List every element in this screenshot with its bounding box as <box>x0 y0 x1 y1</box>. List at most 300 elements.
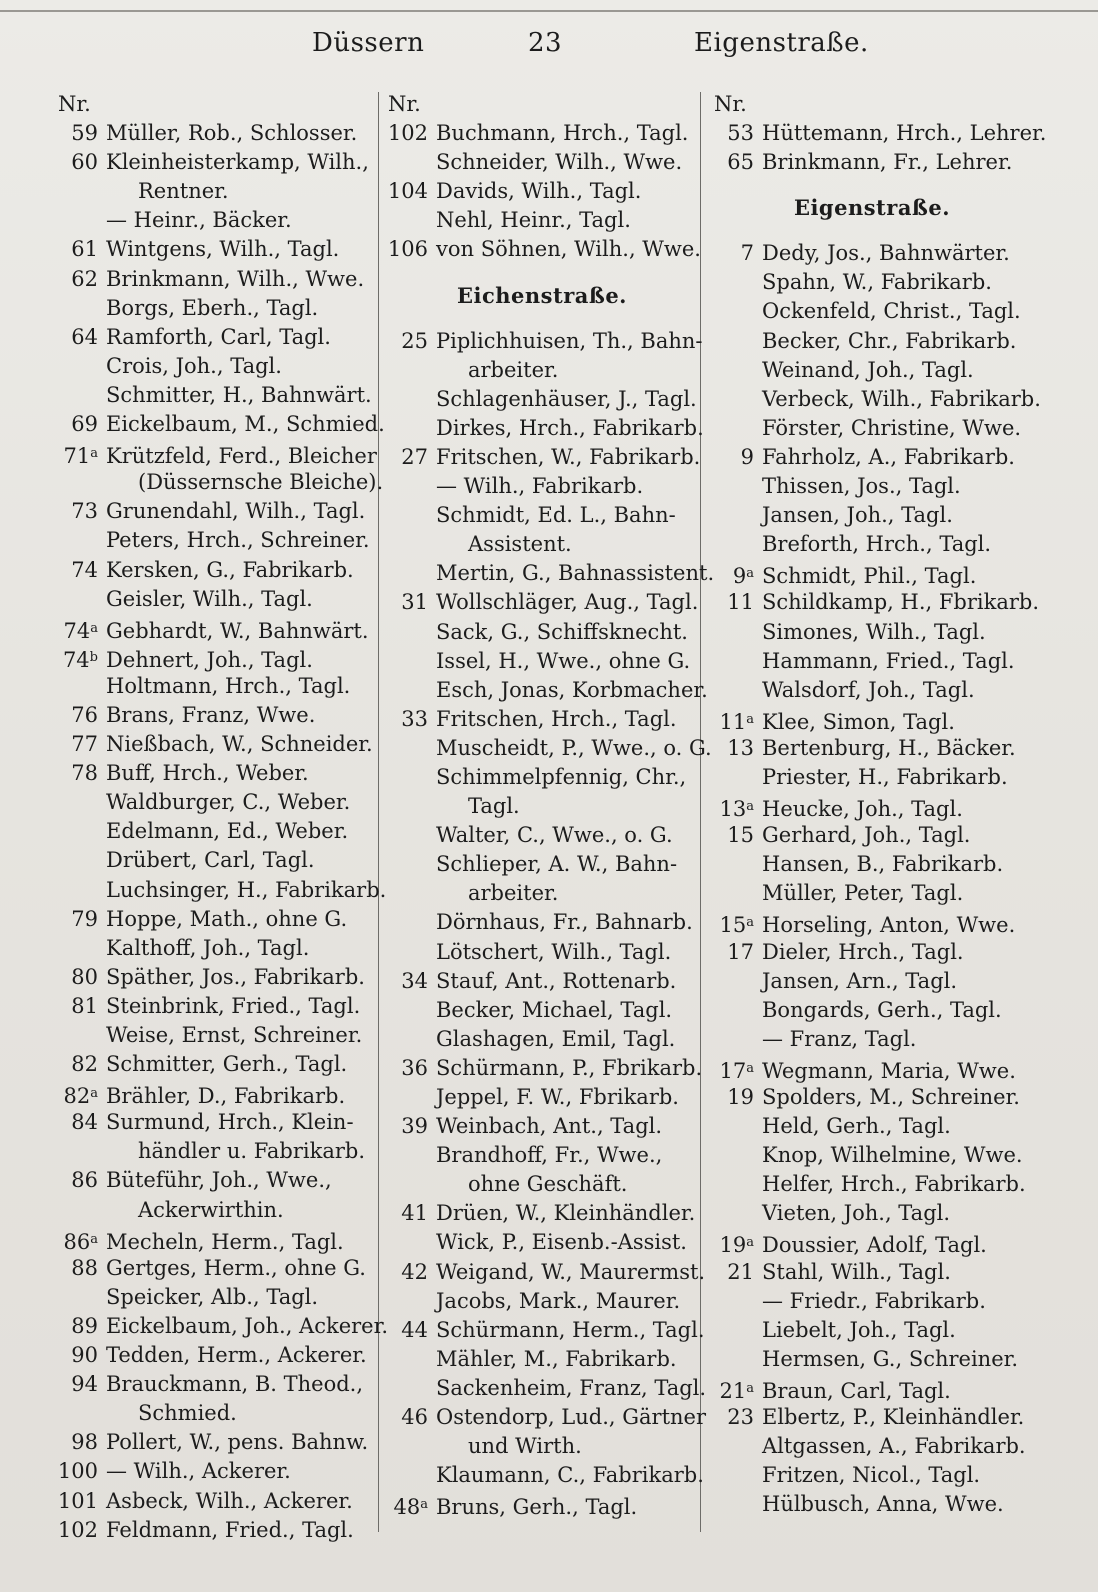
house-number: 21$^a$ <box>719 1378 754 1403</box>
directory-entry <box>386 1112 698 1141</box>
directory-entry <box>56 730 372 759</box>
resident-text: Brans, Franz, Wwe. <box>106 702 316 727</box>
directory-entry <box>712 588 1040 617</box>
resident-text: Eickelbaum, Joh., Ackerer. <box>106 1313 388 1338</box>
top-rule <box>0 10 1098 12</box>
directory-entry <box>386 501 698 530</box>
resident-text: Ostendorp, Lud., Gärtner <box>436 1405 707 1430</box>
resident-text: Tagl. <box>468 794 520 819</box>
resident-text: Liebelt, Joh., Tagl. <box>762 1317 956 1342</box>
resident-text: Heucke, Joh., Tagl. <box>762 797 963 822</box>
resident-text: Wollschläger, Aug., Tagl. <box>436 590 699 615</box>
directory-entry <box>56 1050 372 1079</box>
directory-entry <box>386 235 701 264</box>
house-number-suffix: a <box>90 1086 98 1102</box>
resident-text: ohne Geschäft. <box>468 1172 628 1197</box>
resident-text: Sack, G., Schiffsknecht. <box>436 619 688 644</box>
resident-text: Müller, Rob., Schlosser. <box>106 121 358 146</box>
resident-text: Hoppe, Math., ohne G. <box>106 906 348 931</box>
resident-text: Tedden, Herm., Ackerer. <box>106 1343 367 1368</box>
directory-entry <box>712 119 1047 148</box>
resident-text: Wintgens, Wilh., Tagl. <box>106 237 340 262</box>
house-number: 19$^a$ <box>719 1233 754 1258</box>
house-number: 44 <box>401 1317 428 1342</box>
resident-text: Ockenfeld, Christ., Tagl. <box>762 299 1021 324</box>
resident-text: Edelmann, Ed., Weber. <box>106 819 349 844</box>
directory-entry <box>386 472 698 501</box>
resident-text: Spahn, W., Fabrikarb. <box>762 270 992 295</box>
resident-text: — Heinr., Bäcker. <box>106 208 292 233</box>
directory-entry <box>386 148 698 177</box>
directory-entry <box>386 1141 698 1170</box>
house-number: 74$^a$ <box>63 618 98 643</box>
house-number: 23 <box>727 1405 754 1430</box>
directory-entry <box>56 701 372 730</box>
resident-text: Dedy, Jos., Bahnwärter. <box>762 241 1010 266</box>
house-number: 61 <box>71 237 98 262</box>
house-number: 73 <box>71 499 98 524</box>
resident-text: Buff, Hrch., Weber. <box>106 761 309 786</box>
directory-entry <box>386 559 715 588</box>
resident-text: Büteführ, Joh., Wwe., <box>106 1168 332 1193</box>
resident-text: Schmied. <box>138 1401 237 1426</box>
resident-text: Brähler, D., Fabrikarb. <box>106 1084 346 1109</box>
house-number: 46 <box>401 1405 428 1430</box>
house-number: 69 <box>71 412 98 437</box>
house-number: 65 <box>727 150 754 175</box>
resident-text: Schürmann, Herm., Tagl. <box>436 1317 705 1342</box>
resident-text: Luchsinger, H., Fabrikarb. <box>106 877 387 902</box>
resident-text: Schmidt, Ed. L., Bahn- <box>436 503 676 528</box>
column-1 <box>56 90 388 1545</box>
directory-entry <box>712 1432 1032 1461</box>
resident-text: Spolders, M., Schreiner. <box>762 1085 1020 1109</box>
directory-entry <box>56 934 372 963</box>
directory-entry <box>56 294 372 323</box>
directory-entry <box>712 530 1032 559</box>
header-district: Düssern <box>312 28 425 58</box>
resident-text: Fritzen, Nicol., Tagl. <box>762 1463 981 1488</box>
directory-entry <box>56 497 372 526</box>
column-2 <box>386 90 715 1520</box>
resident-text: Altgassen, A., Fabrikarb. <box>762 1434 1026 1459</box>
directory-entry <box>56 1137 372 1166</box>
directory-entry <box>712 239 1032 268</box>
directory-entry <box>56 1225 372 1254</box>
directory-entry <box>56 90 372 119</box>
house-number: 34 <box>401 968 428 993</box>
resident-text: Geisler, Wilh., Tagl. <box>106 586 313 611</box>
directory-entry <box>386 414 704 443</box>
resident-text: Bruns, Gerh., Tagl. <box>436 1495 638 1520</box>
resident-text: Weigand, W., Maurermst. <box>436 1259 706 1284</box>
directory-entry <box>386 792 698 821</box>
directory-entry <box>56 1457 372 1486</box>
directory-entry <box>56 1312 388 1341</box>
house-number: 19 <box>727 1085 754 1109</box>
house-number: 74$^b$ <box>62 647 98 672</box>
house-number: 36 <box>401 1055 428 1080</box>
house-number: 7 <box>740 241 754 266</box>
house-number: 11 <box>727 590 754 615</box>
resident-text: Schmidt, Phil., Tagl. <box>762 564 977 589</box>
directory-entry <box>386 385 698 414</box>
directory-entry <box>56 1487 372 1516</box>
house-number: 90 <box>71 1343 98 1368</box>
resident-text: Hüttemann, Hrch., Lehrer. <box>762 121 1047 146</box>
directory-entry <box>712 792 1032 821</box>
resident-text: Krützfeld, Ferd., Bleicher <box>106 444 377 469</box>
house-number-suffix: a <box>746 1380 754 1396</box>
directory-entry <box>712 734 1032 763</box>
resident-text: Drüen, W., Kleinhändler. <box>436 1201 696 1226</box>
directory-entry <box>712 1345 1032 1374</box>
header-page-number: 23 <box>528 28 563 58</box>
directory-entry <box>386 1490 698 1519</box>
resident-text: Jacobs, Mark., Maurer. <box>436 1288 681 1313</box>
directory-entry <box>712 1199 1032 1228</box>
house-number-suffix: a <box>746 566 754 582</box>
house-number: 31 <box>401 590 428 615</box>
resident-text: Glashagen, Emil, Tagl. <box>436 1026 676 1051</box>
resident-text: — Wilh., Ackerer. <box>106 1459 291 1484</box>
directory-entry <box>712 1374 1032 1403</box>
directory-entry <box>712 879 1032 908</box>
resident-text: Stauf, Ant., Rottenarb. <box>436 968 677 993</box>
directory-entry <box>386 676 708 705</box>
directory-entry <box>56 177 372 206</box>
street-spacer <box>712 225 1032 239</box>
directory-entry <box>386 119 698 148</box>
house-number: 106 <box>387 237 428 262</box>
house-number: 15$^a$ <box>719 913 754 938</box>
resident-text: Brinkmann, Wilh., Wwe. <box>106 266 365 291</box>
directory-entry <box>712 443 1032 472</box>
resident-text: Ramforth, Carl, Tagl. <box>106 324 331 349</box>
house-number: 102 <box>57 1517 98 1542</box>
directory-entry <box>712 821 1032 850</box>
resident-text: Schimmelpfennig, Chr., <box>436 764 687 789</box>
directory-entry <box>712 1461 1032 1490</box>
house-number: 11$^a$ <box>719 709 754 734</box>
house-number: 101 <box>57 1488 98 1513</box>
resident-text: Horseling, Anton, Wwe. <box>762 913 1016 938</box>
resident-text: Jansen, Arn., Tagl. <box>762 968 958 993</box>
resident-text: Knop, Wilhelmine, Wwe. <box>762 1143 1023 1168</box>
house-number-suffix: a <box>746 1235 754 1251</box>
resident-text: Piplichhuisen, Th., Bahn- <box>436 328 703 353</box>
directory-entry <box>56 556 372 585</box>
directory-entry <box>56 1283 372 1312</box>
resident-text: Breforth, Hrch., Tagl. <box>762 532 992 557</box>
house-number: 98 <box>71 1430 98 1455</box>
resident-text: Simones, Wilh., Tagl. <box>762 619 986 644</box>
directory-entry <box>386 443 701 472</box>
directory-entry <box>56 876 387 905</box>
house-number-suffix: a <box>746 799 754 815</box>
directory-entry <box>712 501 1032 530</box>
directory-entry <box>386 996 698 1025</box>
resident-text: Esch, Jonas, Korbmacher. <box>436 677 708 702</box>
directory-entry <box>386 206 698 235</box>
directory-entry <box>712 1054 1032 1083</box>
resident-text: Klaumann, C., Fabrikarb. <box>436 1463 704 1488</box>
resident-text: Brinkmann, Fr., Lehrer. <box>762 150 1013 175</box>
house-number: 39 <box>401 1114 428 1139</box>
directory-entry <box>386 1170 698 1199</box>
directory-entry <box>56 323 372 352</box>
resident-text: Lötschert, Wilh., Tagl. <box>436 939 672 964</box>
nr-label: Nr. <box>714 92 747 116</box>
directory-entry <box>386 1316 705 1345</box>
directory-entry <box>712 1112 1032 1141</box>
resident-text: Schlagenhäuser, J., Tagl. <box>436 386 697 411</box>
directory-entry <box>386 1403 707 1432</box>
directory-entry <box>712 472 1032 501</box>
directory-entry <box>56 1370 372 1399</box>
house-number: 102 <box>387 121 428 146</box>
directory-entry <box>712 996 1032 1025</box>
directory-entry <box>386 1083 698 1112</box>
directory-entry <box>56 585 372 614</box>
resident-text: — Wilh., Fabrikarb. <box>436 474 644 499</box>
house-number: 78 <box>71 761 98 786</box>
directory-entry <box>386 938 698 967</box>
house-number: 13 <box>727 735 754 760</box>
directory-entry <box>712 1316 1032 1345</box>
house-number-suffix: a <box>746 711 754 727</box>
house-number: 71$^a$ <box>63 444 98 469</box>
resident-text: Ackerwirthin. <box>138 1197 284 1222</box>
directory-entry <box>712 763 1032 792</box>
directory-entry <box>56 1196 372 1225</box>
house-number: 59 <box>71 121 98 146</box>
resident-text: Wick, P., Eisenb.-Assist. <box>436 1230 687 1255</box>
resident-text: Gertges, Herm., ohne G. <box>106 1255 366 1280</box>
house-number: 62 <box>71 266 98 291</box>
resident-text: Grunendahl, Wilh., Tagl. <box>106 499 366 524</box>
resident-text: Becker, Chr., Fabrikarb. <box>762 328 1017 353</box>
resident-text: Waldburger, C., Weber. <box>106 790 351 815</box>
resident-text: Vieten, Joh., Tagl. <box>762 1201 951 1226</box>
resident-text: Gerhard, Joh., Tagl. <box>762 823 971 848</box>
resident-text: — Friedr., Fabrikarb. <box>762 1288 986 1313</box>
resident-text: Held, Gerh., Tagl. <box>762 1114 951 1139</box>
directory-entry <box>712 1490 1032 1519</box>
directory-entry <box>386 821 698 850</box>
resident-text: Jansen, Joh., Tagl. <box>762 503 953 528</box>
house-number: 41 <box>401 1201 428 1226</box>
resident-text: Walter, C., Wwe., o. G. <box>436 823 673 848</box>
directory-entry <box>712 385 1041 414</box>
house-number: 89 <box>71 1313 98 1338</box>
resident-text: Muscheidt, P., Wwe., o. G. <box>436 735 712 760</box>
resident-text: Stahl, Wilh., Tagl. <box>762 1259 951 1284</box>
directory-entry <box>712 1083 1032 1112</box>
resident-text: Förster, Christine, Wwe. <box>762 415 1022 440</box>
house-number: 27 <box>401 444 428 469</box>
resident-text: Sackenheim, Franz, Tagl. <box>436 1375 707 1400</box>
house-number: 25 <box>401 328 428 353</box>
street-heading: Eigenstraße. <box>793 195 951 221</box>
resident-text: Hammann, Fried., Tagl. <box>762 648 1015 673</box>
resident-text: Rentner. <box>138 179 229 204</box>
resident-text: Hansen, B., Fabrikarb. <box>762 852 1004 877</box>
resident-text: Speicker, Alb., Tagl. <box>106 1284 319 1309</box>
resident-text: Steinbrink, Fried., Tagl. <box>106 993 361 1018</box>
directory-entry <box>712 1170 1032 1199</box>
house-number: 48$^a$ <box>393 1495 428 1520</box>
directory-entry <box>56 846 372 875</box>
resident-text: Elbertz, P., Kleinhändler. <box>762 1405 1025 1430</box>
resident-text: Nehl, Heinr., Tagl. <box>436 208 631 233</box>
nr-label: Nr. <box>58 92 91 116</box>
directory-entry <box>56 206 372 235</box>
directory-entry <box>386 1228 698 1257</box>
directory-entry <box>386 1432 698 1461</box>
directory-entry <box>386 734 712 763</box>
directory-entry <box>386 647 698 676</box>
resident-text: Nießbach, W., Schneider. <box>106 732 373 757</box>
street-spacer <box>712 177 1032 191</box>
directory-entry <box>712 148 1032 177</box>
house-number-suffix: a <box>90 446 98 462</box>
resident-text: Weinand, Joh., Tagl. <box>762 357 974 382</box>
resident-text: Fritschen, W., Fabrikarb. <box>436 444 701 469</box>
house-number: 88 <box>71 1255 98 1280</box>
directory-entry <box>712 327 1032 356</box>
directory-entry <box>712 967 1032 996</box>
resident-text: Braun, Carl, Tagl. <box>762 1378 951 1403</box>
resident-text: Kleinheisterkamp, Wilh., <box>106 150 369 175</box>
directory-entry <box>712 647 1032 676</box>
house-number: 13$^a$ <box>719 797 754 822</box>
resident-text: Surmund, Hrch., Klein- <box>106 1110 354 1135</box>
house-number: 60 <box>71 150 98 175</box>
directory-entry <box>712 850 1032 879</box>
directory-entry <box>386 90 698 119</box>
directory-entry <box>712 1287 1032 1316</box>
resident-text: Dehnert, Joh., Tagl. <box>106 647 313 672</box>
resident-text: Buchmann, Hrch., Tagl. <box>436 121 689 146</box>
house-number-suffix: a <box>90 1231 98 1247</box>
directory-entry <box>56 614 372 643</box>
house-number-suffix: a <box>420 1497 428 1513</box>
house-number: 82$^a$ <box>63 1084 98 1109</box>
directory-entry <box>56 526 372 555</box>
resident-text: Verbeck, Wilh., Fabrikarb. <box>762 386 1041 411</box>
house-number: 86$^a$ <box>63 1229 98 1254</box>
resident-text: (Düssernsche Bleiche). <box>138 470 384 495</box>
resident-text: Holtmann, Hrch., Tagl. <box>106 673 351 698</box>
page-header <box>0 28 1098 68</box>
house-number-suffix: a <box>746 1060 754 1076</box>
house-number: 77 <box>71 732 98 757</box>
header-street: Eigenstraße. <box>694 28 869 58</box>
directory-entry <box>386 1374 707 1403</box>
resident-text: Späther, Jos., Fabrikarb. <box>106 964 365 989</box>
resident-text: Assistent. <box>468 532 572 557</box>
directory-entry <box>56 992 372 1021</box>
directory-entry <box>386 356 698 385</box>
resident-text: von Söhnen, Wilh., Wwe. <box>436 237 701 262</box>
resident-text: Schneider, Wilh., Wwe. <box>436 150 683 175</box>
street-heading: Eichenstraße. <box>457 282 627 308</box>
directory-entry <box>712 90 1032 119</box>
directory-entry <box>712 908 1032 937</box>
resident-text: Borgs, Eberh., Tagl. <box>106 295 319 320</box>
house-number: 84 <box>71 1110 98 1135</box>
resident-text: Eickelbaum, M., Schmied. <box>106 412 385 437</box>
directory-entry <box>56 1399 372 1428</box>
directory-entry <box>56 439 377 469</box>
directory-entry <box>712 676 1032 705</box>
house-number: 94 <box>71 1372 98 1397</box>
directory-entry <box>56 1516 372 1545</box>
directory-entry <box>56 905 372 934</box>
resident-text: Weinbach, Ant., Tagl. <box>436 1114 663 1139</box>
street-spacer <box>386 313 698 327</box>
resident-text: Fahrholz, A., Fabrikarb. <box>762 444 1015 469</box>
street-spacer <box>386 265 698 279</box>
house-number: 82 <box>71 1052 98 1077</box>
resident-text: Mähler, M., Fabrikarb. <box>436 1346 677 1371</box>
resident-text: händler u. Fabrikarb. <box>138 1139 366 1164</box>
resident-text: Walsdorf, Joh., Tagl. <box>762 677 975 702</box>
resident-text: — Franz, Tagl. <box>762 1026 917 1051</box>
resident-text: Pollert, W., pens. Bahnw. <box>106 1430 369 1455</box>
resident-text: Mecheln, Herm., Tagl. <box>106 1229 344 1254</box>
directory-entry <box>712 1025 1032 1054</box>
directory-entry <box>712 938 1032 967</box>
directory-entry <box>56 1079 372 1108</box>
resident-text: Jeppel, F. W., Fbrikarb. <box>436 1085 679 1109</box>
house-number: 79 <box>71 906 98 931</box>
resident-text: Schmitter, Gerh., Tagl. <box>106 1052 348 1077</box>
directory-entry <box>56 119 372 148</box>
resident-text: Schmitter, H., Bahnwärt. <box>106 382 372 407</box>
resident-text: Bertenburg, H., Bäcker. <box>762 735 1016 760</box>
resident-text: Dörnhaus, Fr., Bahnarb. <box>436 910 693 935</box>
directory-entry <box>56 265 372 294</box>
house-number: 100 <box>57 1459 98 1484</box>
directory-entry <box>56 468 384 497</box>
resident-text: und Wirth. <box>468 1434 582 1459</box>
column-divider-2 <box>700 92 701 1532</box>
directory-entry <box>386 1345 698 1374</box>
directory-entry <box>712 356 1032 385</box>
directory-entry <box>712 1258 1032 1287</box>
directory-entry <box>386 327 703 356</box>
house-number: 33 <box>401 706 428 731</box>
resident-text: Dirkes, Hrch., Fabrikarb. <box>436 415 704 440</box>
resident-text: Issel, H., Wwe., ohne G. <box>436 648 691 673</box>
resident-text: Schlieper, A. W., Bahn- <box>436 852 678 877</box>
house-number: 15 <box>727 823 754 848</box>
resident-text: Kalthoff, Joh., Tagl. <box>106 935 310 960</box>
directory-entry <box>56 643 372 672</box>
house-number: 64 <box>71 324 98 349</box>
house-number: 53 <box>727 121 754 146</box>
resident-text: Brauckmann, B. Theod., <box>106 1372 364 1397</box>
directory-entry <box>386 879 698 908</box>
directory-entry <box>56 788 372 817</box>
house-number: 86 <box>71 1168 98 1193</box>
directory-entry <box>386 1287 698 1316</box>
directory-entry <box>386 530 698 559</box>
directory-entry <box>56 1428 372 1457</box>
directory-entry <box>386 1461 704 1490</box>
